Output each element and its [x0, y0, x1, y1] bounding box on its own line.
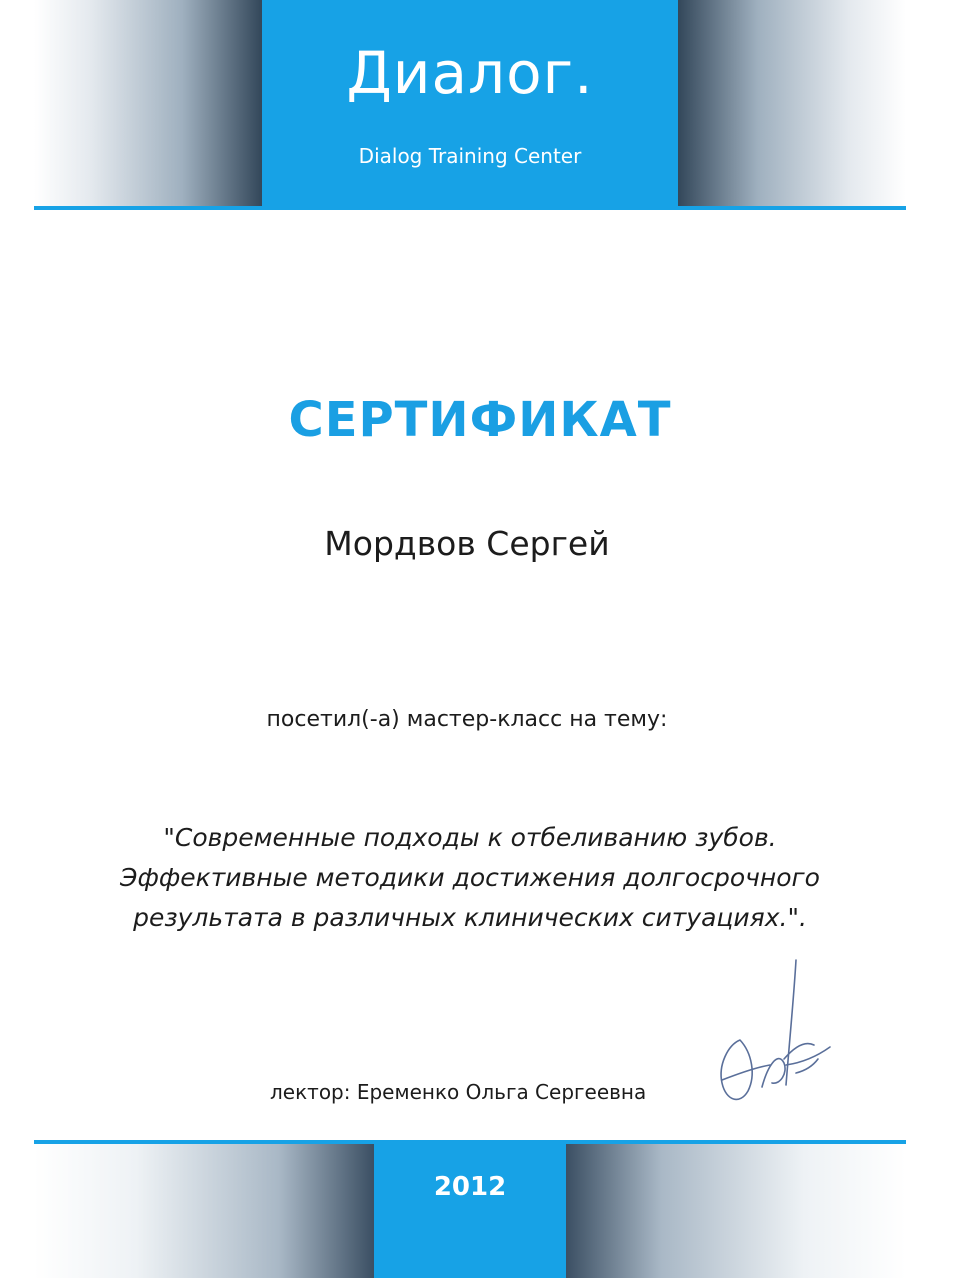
course-topic — [0, 818, 940, 938]
header-logo-panel — [262, 0, 678, 210]
topic-line: Эффективные методики достижения долгосрочного — [120, 863, 820, 892]
footer-gradient-left — [34, 1144, 374, 1278]
attended-text: посетил(-а) мастер-класс на тему: — [266, 707, 668, 732]
signature-icon — [700, 955, 850, 1115]
brand-logo-text: Диалог. — [346, 39, 594, 107]
header-gradient-right — [678, 0, 906, 210]
footer-year-panel — [374, 1144, 566, 1278]
header-gradient-left — [34, 0, 262, 210]
certificate-title: СЕРТИФИКАТ — [288, 392, 672, 448]
header-divider — [34, 206, 906, 210]
footer-band — [34, 1140, 906, 1278]
topic-line: результата в различных клинических ситуациях.". — [133, 903, 807, 932]
recipient-name: Мордвов Сергей — [324, 524, 610, 563]
header-band — [34, 0, 906, 210]
brand-subtitle: Dialog Training Center — [358, 144, 582, 168]
lecturer-name: лектор: Еременко Ольга Сергеевна — [270, 1080, 647, 1104]
certificate-year: 2012 — [433, 1172, 507, 1202]
footer-gradient-right — [566, 1144, 906, 1278]
topic-line: "Современные подходы к отбеливанию зубов. — [163, 823, 777, 852]
